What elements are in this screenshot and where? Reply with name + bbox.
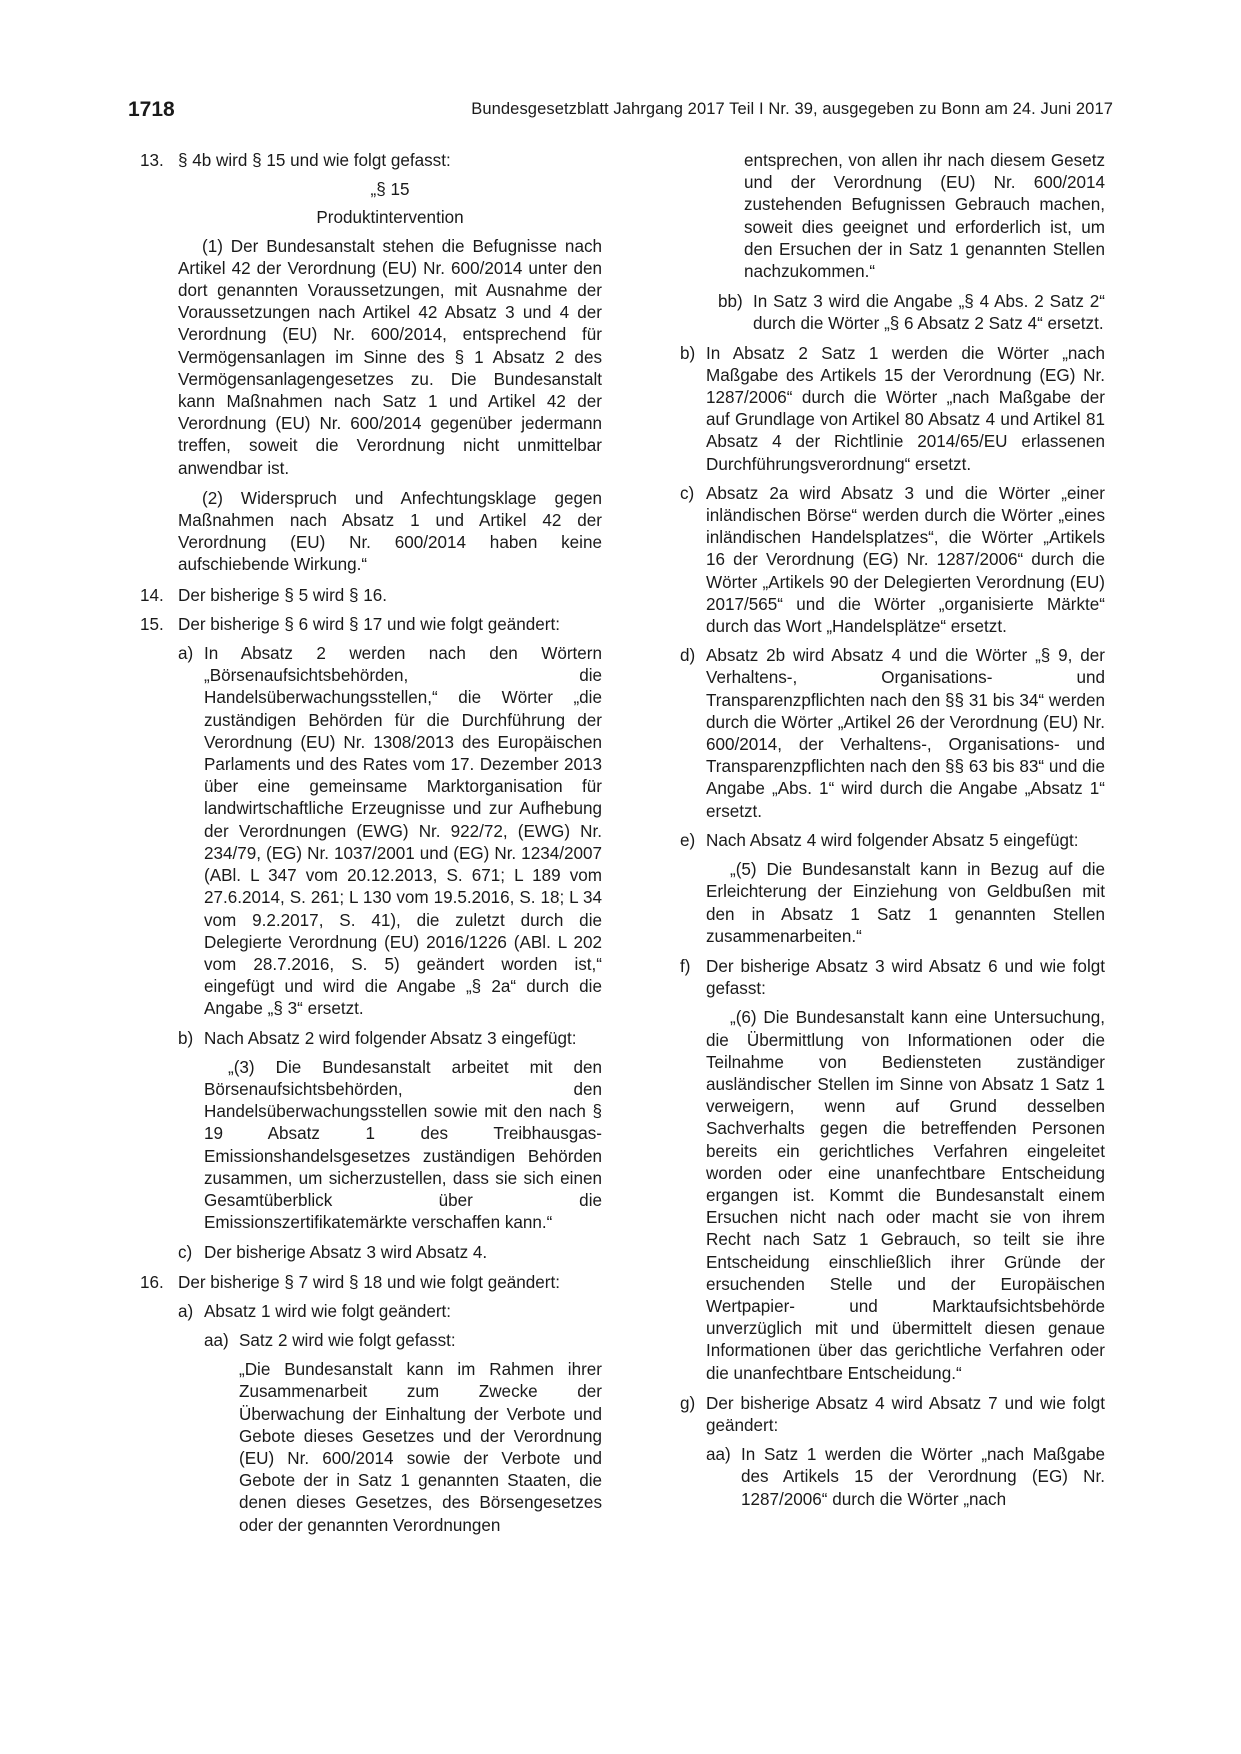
item-text: Absatz 2b wird Absatz 4 und die Wörter „§ 9, der Verhaltens-, Organisations- und Transparenzpflichten nach den §§ 31 bis 34“ werden durch die Wörter „Artikel 26 der Verordnung (EU) Nr. 600/2014, der Verhaltens-, Organisations- und Transparenzpflichten nach den §§ 63 bis 83“ und die Angabe „Abs. 1“ wird durch die Angabe „Absatz 1“ ersetzt. bbox=[706, 646, 1105, 821]
list-item-14 bbox=[140, 585, 602, 607]
item-label: b) bbox=[680, 343, 696, 363]
running-title: Bundesgesetzblatt Jahrgang 2017 Teil I Nr. 39, ausgegeben zu Bonn am 24. Juni 2017 bbox=[471, 100, 1113, 118]
section-heading: „§ 15 bbox=[370, 180, 410, 200]
item-text: Der bisherige § 5 wird § 16. bbox=[178, 585, 388, 605]
item-text: In Absatz 2 werden nach den Wörtern „Börsenaufsichtsbehörden, die Handelsüberwachungsstellen,“ die Wörter „die zuständigen Behörden für die Durchführung der Verordnung (EU) Nr. 1308/2013 des Europäischen Parlaments und des Rates vom 17. Dezember 2013 über eine gemeinsame Marktorganisation für landwirtschaftliche Erzeugnisse und zur Aufhebung der Verordnungen (EWG) Nr. 922/72, (EWG) Nr. 234/79, (EG) Nr. 1037/2001 und (EG) Nr. 1234/2007 (ABl. L 347 vom 20.12.2013, S. 671; L 189 vom 27.6.2014, S. 261; L 130 vom 19.5.2016, S. 18; L 34 vom 9.2.2017, S. 41), die zuletzt durch die Delegierte Verordnung (EU) 2016/1226 (ABl. L 202 vom 28.7.2016, S. 5) geändert worden ist,“ eingefügt und wird die Angabe „§ 2a“ durch die Angabe „§ 3“ ersetzt. bbox=[204, 644, 602, 1019]
item-text: In Satz 1 werden die Wörter „nach Maßgabe des Artikels 15 der Verordnung (EG) Nr. 1287/2006“ durch die Wörter „nach bbox=[741, 1445, 1105, 1509]
item-text: Der bisherige § 7 wird § 18 und wie folgt geändert: bbox=[178, 1272, 560, 1292]
item-label: c) bbox=[178, 1243, 193, 1263]
item-label: e) bbox=[680, 830, 696, 850]
page-number: 1718 bbox=[128, 98, 175, 121]
item-label: f) bbox=[680, 956, 691, 976]
item-text: Satz 2 wird wie folgt gefasst: bbox=[239, 1330, 456, 1350]
section-paragraph-2: (2) Widerspruch und Anfechtungsklage gegen Maßnahmen nach Absatz 1 und Artikel 42 der Verordnung (EU) Nr. 600/2014 haben keine aufschiebende Wirkung.“ bbox=[178, 488, 602, 575]
section-title: Produktintervention bbox=[316, 208, 464, 228]
section-15-block bbox=[178, 179, 602, 576]
page-header bbox=[128, 98, 1113, 126]
list-item-15 bbox=[140, 614, 602, 636]
quoted-paragraph: „(3) Die Bundesanstalt arbeitet mit den Börsenaufsichtsbehörden, den Handelsüberwachungsstellen sowie mit den nach § 19 Absatz 1 des Treibhausgas-Emissionshandelsgesetzes zuständigen Behörden zusammen, um sicherzustellen, dass sie sich einen Gesamtüberblick über die Emissionszertifikatemärkte verschaffen kann.“ bbox=[204, 1057, 602, 1233]
item-text: Absatz 2a wird Absatz 3 und die Wörter „einer inländischen Börse“ werden durch die Wörter „eines inländischen Handelsplatzes“, die Wörter „Artikels 16 der Verordnung (EG) Nr. 1287/2006“ durch die Wörter „Artikels 90 der Delegierten Verordnung (EU) 2017/565“ und die Wörter „organisierte Märkte“ durch das Wort „Handelsplätze“ ersetzt. bbox=[706, 483, 1105, 637]
list-item-e bbox=[680, 830, 1105, 852]
section-paragraph-1: (1) Der Bundesanstalt stehen die Befugnisse nach Artikel 42 der Verordnung (EU) Nr. 600/2014 unter den dort genannten Voraussetzungen, mit Ausnahme der Voraussetzungen nach Artikel 42 Absatz 3 und 4 der Verordnung (EU) Nr. 600/2014, entsprechend für Vermögensanlagen im Sinne des § 1 Absatz 2 des Vermögensanlagengesetzes zu. Die Bundesanstalt kann Maßnahmen nach Satz 1 und Artikel 42 der Verordnung (EU) Nr. 600/2014 gegenüber jedermann treffen, soweit die Verordnung nicht unmittelbar anwendbar ist. bbox=[178, 236, 602, 478]
quoted-paragraph: „(6) Die Bundesanstalt kann eine Untersuchung, die Übermittlung von Informationen oder die Teilnahme von Bediensteten zuständiger ausländischer Stellen im Sinne von Absatz 1 Satz 1 verweigern, wenn auf Grund desselben Sachverhalts gegen die betreffenden Personen bereits ein gerichtliches Verfahren eingeleitet worden oder eine unanfechtbare Entscheidung ergangen ist. Kommt die Bundesanstalt einem Ersuchen nicht nach oder macht sie von ihrem Recht nach Satz 1 Gebrauch, so teilt sie ihre Entscheidung einschließlich ihrer Gründe der ersuchenden Stelle und der Europäischen Wertpapier- und Marktaufsichtsbehörde unverzüglich mit und übermittelt diesen genaue Informationen über das gerichtliche Verfahren oder die unanfechtbare Entscheidung.“ bbox=[706, 1008, 1105, 1383]
item-label: 13. bbox=[140, 151, 164, 170]
item-label: a) bbox=[178, 644, 194, 664]
item-label: 15. bbox=[140, 614, 164, 634]
continued-paragraph: entsprechen, von allen ihr nach diesem Gesetz und der Verordnung (EU) Nr. 600/2014 zustehenden Befugnissen Gebrauch machen, soweit dies geeignet und erforderlich ist, um den Ersuchen der in Satz 1 genannten Stellen nachzukommen.“ bbox=[744, 151, 1105, 282]
list-item-16aa bbox=[204, 1330, 602, 1352]
list-item-16 bbox=[140, 1272, 602, 1294]
list-item-g-aa bbox=[706, 1444, 1105, 1511]
item-text: § 4b wird § 15 und wie folgt gefasst: bbox=[178, 151, 451, 170]
list-item-c bbox=[680, 483, 1105, 638]
item-label: d) bbox=[680, 646, 696, 666]
item-text: Der bisherige Absatz 3 wird Absatz 6 und wie folgt gefasst: bbox=[706, 956, 1105, 999]
item-text: Der bisherige Absatz 3 wird Absatz 4. bbox=[204, 1243, 488, 1263]
item-text: Der bisherige Absatz 4 wird Absatz 7 und wie folgt geändert: bbox=[706, 1393, 1105, 1435]
quoted-paragraph: „(5) Die Bundesanstalt kann in Bezug auf die Erleichterung der Einziehung von Geldbußen mit den in Absatz 1 Satz 1 genannten Stellen zusammenarbeiten.“ bbox=[706, 860, 1105, 946]
item-label: aa) bbox=[204, 1330, 229, 1350]
item-label: c) bbox=[680, 483, 695, 503]
right-column bbox=[680, 150, 1105, 1518]
list-item-15b bbox=[178, 1028, 602, 1050]
item-label: b) bbox=[178, 1028, 194, 1048]
quoted-paragraph: „Die Bundesanstalt kann im Rahmen ihrer Zusammenarbeit zum Zwecke der Überwachung der Einhaltung der Verbote und Gebote dieses Gesetzes und der Verordnung (EU) Nr. 600/2014 sowie der Verbote und Gebote der in Satz 1 genannten Staaten, die denen dieses Gesetzes, des Börsengesetzes oder der genannten Verordnungen bbox=[239, 1360, 602, 1535]
item-label: g) bbox=[680, 1393, 696, 1413]
item-text: Nach Absatz 4 wird folgender Absatz 5 eingefügt: bbox=[706, 830, 1079, 850]
list-item-15c bbox=[178, 1242, 602, 1264]
list-item-13 bbox=[140, 150, 602, 172]
item-label: bb) bbox=[718, 292, 743, 312]
item-label: a) bbox=[178, 1301, 194, 1321]
item-text: In Absatz 2 Satz 1 werden die Wörter „nach Maßgabe des Artikels 15 der Verordnung (EG) Nr. 1287/2006“ durch die Wörter „nach Maßgabe der auf Grundlage von Artikel 80 Absatz 4 und Artikel 81 Absatz 4 der Richtlinie 2014/65/EU erlassenen Durchführungsverordnung“ ersetzt. bbox=[706, 343, 1105, 474]
list-item-16a bbox=[178, 1301, 602, 1323]
item-text: Nach Absatz 2 wird folgender Absatz 3 eingefügt: bbox=[204, 1028, 577, 1048]
list-item-bb bbox=[718, 291, 1105, 335]
left-column bbox=[140, 150, 602, 1545]
list-item-f bbox=[680, 956, 1105, 1000]
item-label: 16. bbox=[140, 1272, 164, 1292]
item-label: 14. bbox=[140, 585, 164, 605]
item-text: Der bisherige § 6 wird § 17 und wie folgt geändert: bbox=[178, 614, 560, 634]
list-item-b bbox=[680, 343, 1105, 476]
list-item-15a bbox=[178, 643, 602, 1020]
list-item-g bbox=[680, 1393, 1105, 1437]
item-text: Absatz 1 wird wie folgt geändert: bbox=[204, 1301, 452, 1321]
item-label: aa) bbox=[706, 1445, 731, 1465]
item-text: In Satz 3 wird die Angabe „§ 4 Abs. 2 Satz 2“ durch die Wörter „§ 6 Absatz 2 Satz 4“ ersetzt. bbox=[753, 292, 1105, 334]
list-item-d bbox=[680, 645, 1105, 823]
